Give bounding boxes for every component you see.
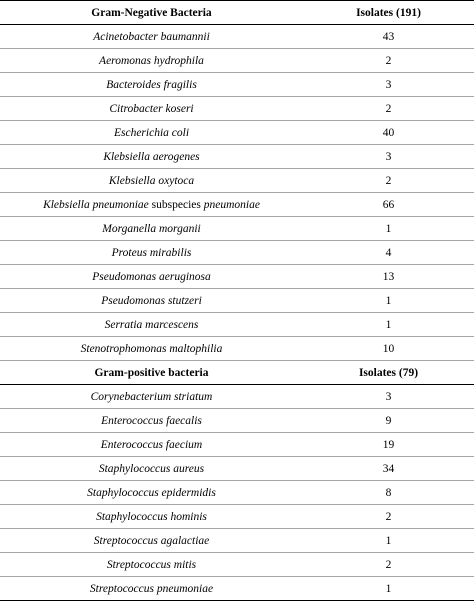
organism-name: Pseudomonas stutzeri bbox=[0, 289, 303, 313]
organism-name: Staphylococcus aureus bbox=[0, 457, 303, 481]
table-row bbox=[0, 49, 474, 73]
gram-negative-header-row bbox=[0, 1, 474, 25]
isolate-count: 2 bbox=[303, 553, 474, 577]
table-row bbox=[0, 577, 474, 601]
organism-name: Enterococcus faecium bbox=[0, 433, 303, 457]
isolate-count: 1 bbox=[303, 529, 474, 553]
table-row bbox=[0, 265, 474, 289]
isolate-count: 3 bbox=[303, 145, 474, 169]
isolate-count: 2 bbox=[303, 97, 474, 121]
organism-name: Serratia marcescens bbox=[0, 313, 303, 337]
isolate-count: 19 bbox=[303, 433, 474, 457]
table-row bbox=[0, 433, 474, 457]
isolate-count: 2 bbox=[303, 169, 474, 193]
organism-name: Stenotrophomonas maltophilia bbox=[0, 337, 303, 361]
organism-name: Streptococcus pneumoniae bbox=[0, 577, 303, 601]
organism-name: Streptococcus mitis bbox=[0, 553, 303, 577]
isolate-count: 43 bbox=[303, 25, 474, 49]
isolate-count: 3 bbox=[303, 385, 474, 409]
isolate-count: 40 bbox=[303, 121, 474, 145]
table-row bbox=[0, 529, 474, 553]
table-row bbox=[0, 169, 474, 193]
table-row bbox=[0, 385, 474, 409]
isolate-count: 2 bbox=[303, 49, 474, 73]
table-row bbox=[0, 121, 474, 145]
table-row bbox=[0, 25, 474, 49]
isolate-count: 1 bbox=[303, 577, 474, 601]
isolate-count: 9 bbox=[303, 409, 474, 433]
table-row bbox=[0, 553, 474, 577]
organism-name: Enterococcus faecalis bbox=[0, 409, 303, 433]
organism-name: Aeromonas hydrophila bbox=[0, 49, 303, 73]
gram-negative-header: Gram-Negative Bacteria bbox=[0, 1, 303, 25]
organism-name: Klebsiella aerogenes bbox=[0, 145, 303, 169]
isolate-count: 1 bbox=[303, 289, 474, 313]
isolate-count: 10 bbox=[303, 337, 474, 361]
organism-name: Morganella morganii bbox=[0, 217, 303, 241]
gram-positive-count-header: Isolates (79) bbox=[303, 361, 474, 385]
isolate-count: 1 bbox=[303, 217, 474, 241]
table-row bbox=[0, 241, 474, 265]
isolate-count: 66 bbox=[303, 193, 474, 217]
table-row bbox=[0, 409, 474, 433]
table-row bbox=[0, 505, 474, 529]
organism-name: Corynebacterium striatum bbox=[0, 385, 303, 409]
organism-name: Staphylococcus epidermidis bbox=[0, 481, 303, 505]
isolate-count: 13 bbox=[303, 265, 474, 289]
organism-name: Klebsiella oxytoca bbox=[0, 169, 303, 193]
table-row bbox=[0, 73, 474, 97]
isolate-count: 3 bbox=[303, 73, 474, 97]
organism-name: Escherichia coli bbox=[0, 121, 303, 145]
organism-name: Proteus mirabilis bbox=[0, 241, 303, 265]
isolate-count: 8 bbox=[303, 481, 474, 505]
organism-subspecies-label: subspecies bbox=[151, 198, 201, 211]
organism-name: Acinetobacter baumannii bbox=[0, 25, 303, 49]
isolate-count: 4 bbox=[303, 241, 474, 265]
table-row bbox=[0, 193, 474, 217]
organism-name: Pseudomonas aeruginosa bbox=[0, 265, 303, 289]
organism-subspecies-name: pneumoniae bbox=[203, 198, 260, 211]
gram-positive-header: Gram-positive bacteria bbox=[0, 361, 303, 385]
gram-negative-count-header: Isolates (191) bbox=[303, 1, 474, 25]
table-row bbox=[0, 289, 474, 313]
table-row bbox=[0, 217, 474, 241]
isolate-count: 1 bbox=[303, 313, 474, 337]
table-row bbox=[0, 313, 474, 337]
organism-name: Streptococcus agalactiae bbox=[0, 529, 303, 553]
organism-name: Bacteroides fragilis bbox=[0, 73, 303, 97]
table-row bbox=[0, 97, 474, 121]
organism-name: Citrobacter koseri bbox=[0, 97, 303, 121]
organism-name: Staphylococcus hominis bbox=[0, 505, 303, 529]
gram-positive-header-row bbox=[0, 361, 474, 385]
table-row bbox=[0, 145, 474, 169]
table-row bbox=[0, 457, 474, 481]
table-row bbox=[0, 337, 474, 361]
isolate-count: 34 bbox=[303, 457, 474, 481]
organism-name bbox=[0, 193, 303, 217]
table-row bbox=[0, 481, 474, 505]
organism-genus-species: Klebsiella pneumoniae bbox=[43, 198, 149, 211]
isolate-count: 2 bbox=[303, 505, 474, 529]
